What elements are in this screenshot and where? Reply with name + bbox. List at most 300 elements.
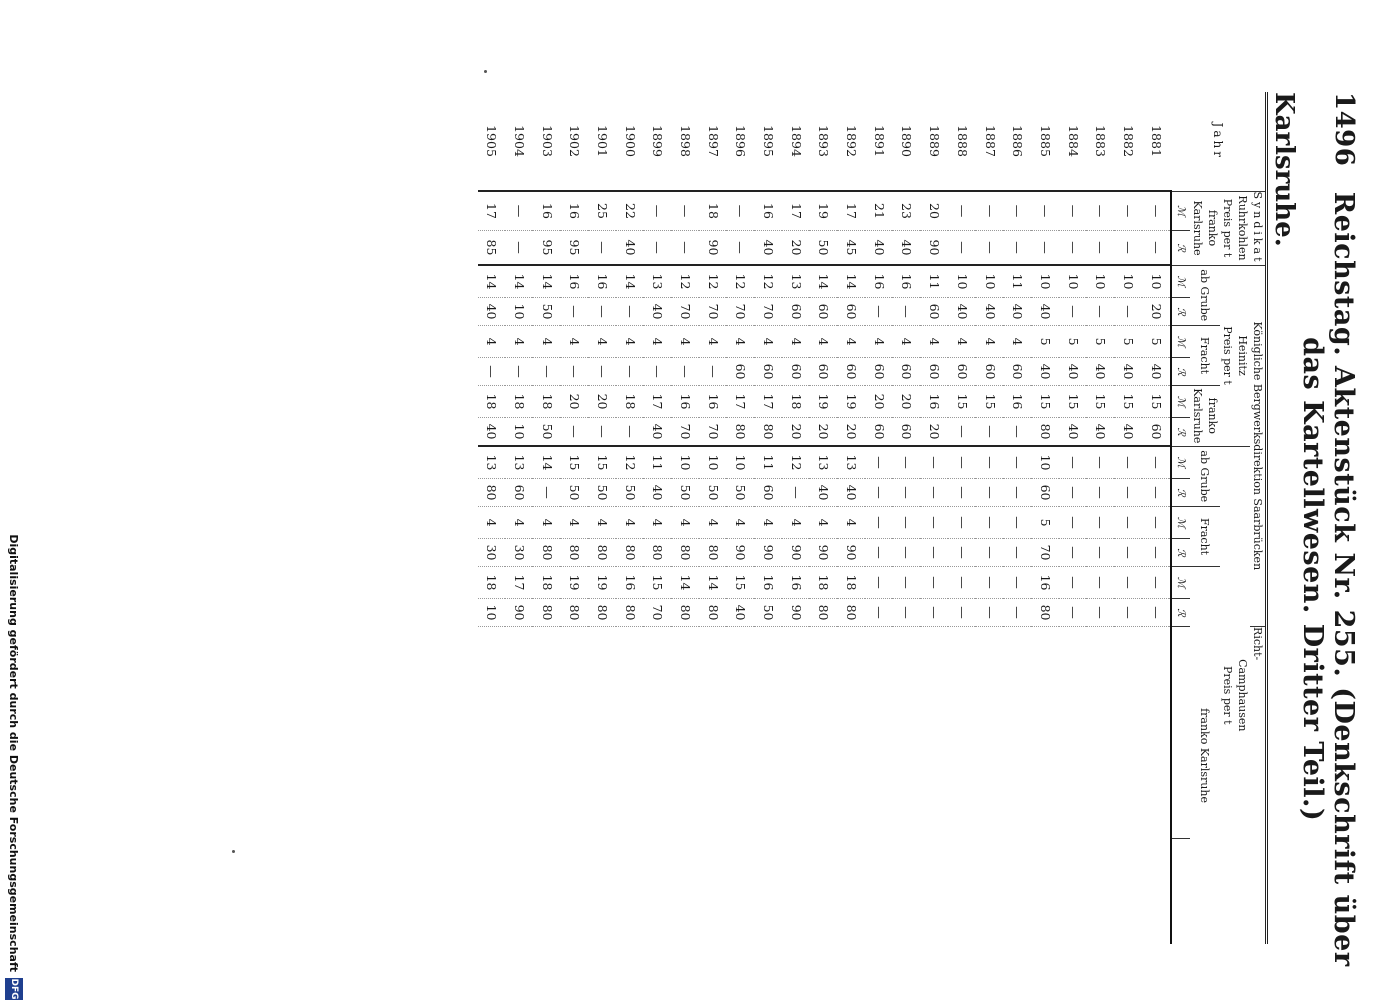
pfennig-cell: 70 xyxy=(1032,539,1060,567)
pfennig-cell: — xyxy=(1115,298,1143,326)
pfennig-cell: 60 xyxy=(838,298,866,326)
pfennig-cell: 90 xyxy=(782,539,810,567)
mark-cell: — xyxy=(949,191,977,230)
pfennig-cell: — xyxy=(506,230,534,265)
mark-cell: 13 xyxy=(478,446,506,479)
mark-cell: 16 xyxy=(893,265,921,298)
mark-cell: 14 xyxy=(838,265,866,298)
pfennig-cell: — xyxy=(1115,479,1143,507)
mark-cell: 17 xyxy=(506,567,534,599)
pfennig-cell: — xyxy=(921,539,949,567)
mark-cell: 17 xyxy=(644,386,672,418)
pfennig-cell: — xyxy=(865,599,893,627)
mark-cell: 4 xyxy=(921,326,949,358)
year-cell: 1895 xyxy=(761,125,777,157)
mark-cell: — xyxy=(1059,446,1087,479)
mark-cell: 17 xyxy=(755,386,783,418)
pfennig-cell: 80 xyxy=(533,539,561,567)
padding-cell xyxy=(755,627,783,944)
mark-cell: — xyxy=(1142,446,1171,479)
padding-cell xyxy=(838,627,866,944)
pfennig-cell: 40 xyxy=(727,599,755,627)
year-cell: 1885 xyxy=(1037,125,1053,157)
pfennig-cell: 40 xyxy=(1087,418,1115,447)
pfennig-cell: 50 xyxy=(810,230,838,265)
pfennig-cell: — xyxy=(1115,539,1143,567)
mark-cell: 4 xyxy=(755,326,783,358)
mark-cell: 16 xyxy=(755,567,783,599)
heinitz-ab-grube-header: ab Grube xyxy=(1190,265,1220,326)
padding-cell xyxy=(1032,627,1060,944)
price-table xyxy=(478,92,1268,944)
padding-cell xyxy=(478,627,506,944)
pfennig-cell: 60 xyxy=(893,418,921,447)
pfennig-cell: 60 xyxy=(1004,358,1032,386)
pfennig-cell: 80 xyxy=(699,599,727,627)
table-row xyxy=(1004,92,1032,944)
pfennig-cell: 50 xyxy=(589,479,617,507)
table-row xyxy=(478,92,506,944)
pfennig-cell: 60 xyxy=(782,358,810,386)
pfennig-cell: — xyxy=(672,358,700,386)
padding-cell xyxy=(810,627,838,944)
mark-cell: 15 xyxy=(1115,386,1143,418)
pfennig-cell: 80 xyxy=(616,599,644,627)
mark-cell: 11 xyxy=(921,265,949,298)
mark-cell: 15 xyxy=(1087,386,1115,418)
pfennig-unit-header: ℛ xyxy=(1171,230,1190,265)
mark-cell: — xyxy=(976,567,1004,599)
mark-cell: 17 xyxy=(782,191,810,230)
pfennig-cell: 80 xyxy=(810,599,838,627)
pfennig-cell: — xyxy=(1087,230,1115,265)
mark-cell: 15 xyxy=(727,567,755,599)
year-cell: 1892 xyxy=(844,125,860,157)
mark-cell: — xyxy=(1004,507,1032,539)
pfennig-cell: 90 xyxy=(699,230,727,265)
pfennig-cell: 10 xyxy=(478,599,506,627)
pfennig-cell: — xyxy=(561,298,589,326)
padding-cell xyxy=(949,627,977,944)
mark-cell: 19 xyxy=(810,386,838,418)
pfennig-cell: 45 xyxy=(838,230,866,265)
pfennig-cell: 90 xyxy=(755,539,783,567)
year-cell: 1894 xyxy=(788,125,804,157)
table-row xyxy=(616,92,644,944)
mark-cell: — xyxy=(865,507,893,539)
pfennig-cell: — xyxy=(616,298,644,326)
pfennig-cell: — xyxy=(1004,539,1032,567)
pfennig-cell: — xyxy=(1059,479,1087,507)
pfennig-cell: — xyxy=(949,479,977,507)
pfennig-cell: — xyxy=(589,230,617,265)
pfennig-cell: 90 xyxy=(810,539,838,567)
pfennig-cell: — xyxy=(976,230,1004,265)
syndikat-header: Syndikat xyxy=(1250,191,1267,265)
mark-cell: 16 xyxy=(699,386,727,418)
mark-cell: 4 xyxy=(589,326,617,358)
pfennig-cell: 80 xyxy=(727,418,755,447)
pfennig-cell: — xyxy=(976,599,1004,627)
mark-cell: 10 xyxy=(1087,265,1115,298)
scan-speck xyxy=(484,70,487,73)
mark-cell: 4 xyxy=(644,326,672,358)
table-row xyxy=(921,92,949,944)
year-cell: 1890 xyxy=(899,125,915,157)
pfennig-cell: 10 xyxy=(506,418,534,447)
pfennig-cell: — xyxy=(1142,479,1171,507)
mark-cell: 16 xyxy=(782,567,810,599)
mark-cell: 4 xyxy=(478,507,506,539)
mark-cell: 4 xyxy=(589,507,617,539)
mark-cell: 25 xyxy=(589,191,617,230)
heinitz-franko-header: franko Karlsruhe xyxy=(1190,386,1220,447)
pfennig-unit-header: ℛ xyxy=(1171,599,1190,627)
padding-cell xyxy=(1004,627,1032,944)
mark-cell: — xyxy=(727,191,755,230)
mark-cell: 16 xyxy=(1004,386,1032,418)
mark-cell: 4 xyxy=(478,326,506,358)
pfennig-cell: 60 xyxy=(921,298,949,326)
pfennig-cell: 95 xyxy=(533,230,561,265)
camphausen-franko-header: franko Karlsruhe xyxy=(1190,567,1220,944)
page-title: Reichstag. Aktenstück Nr. 255. (Denkschrift über das Kartellwesen. Dritter Teil.) xyxy=(1297,191,1359,967)
mark-cell: 4 xyxy=(810,507,838,539)
mark-cell: 18 xyxy=(810,567,838,599)
mark-cell: 10 xyxy=(1032,265,1060,298)
pfennig-cell: — xyxy=(865,298,893,326)
pfennig-cell: — xyxy=(1087,539,1115,567)
pfennig-cell: 80 xyxy=(644,539,672,567)
pfennig-cell: — xyxy=(893,298,921,326)
padding-cell xyxy=(644,627,672,944)
pfennig-cell: 90 xyxy=(838,539,866,567)
mark-cell: 10 xyxy=(727,446,755,479)
mark-cell: 18 xyxy=(478,386,506,418)
pfennig-cell: 40 xyxy=(1032,358,1060,386)
pfennig-cell: — xyxy=(727,230,755,265)
camphausen-sub: Preis per t xyxy=(1221,665,1234,725)
pfennig-cell: — xyxy=(699,358,727,386)
dfg-logo: DFG xyxy=(5,978,23,1000)
mark-cell: 17 xyxy=(478,191,506,230)
year-cell: 1887 xyxy=(982,125,998,157)
mark-cell: 14 xyxy=(616,265,644,298)
pfennig-cell: — xyxy=(782,479,810,507)
pfennig-cell: 80 xyxy=(699,539,727,567)
padding-cell xyxy=(506,627,534,944)
mark-cell: 13 xyxy=(644,265,672,298)
mark-unit-header: ℳ xyxy=(1171,191,1190,230)
pfennig-cell: 40 xyxy=(1032,298,1060,326)
footer-text: Digitalisierung gefördert durch die Deutsche Forschungsgemeinschaft xyxy=(7,534,21,972)
year-cell: 1888 xyxy=(954,125,970,157)
mark-cell: 13 xyxy=(810,446,838,479)
pfennig-cell: 60 xyxy=(976,358,1004,386)
mark-cell: 5 xyxy=(1032,507,1060,539)
mark-cell: 4 xyxy=(561,507,589,539)
scan-speck xyxy=(232,850,235,853)
mark-cell: 16 xyxy=(865,265,893,298)
mark-cell: 20 xyxy=(589,386,617,418)
padding-cell xyxy=(893,627,921,944)
padding-cell xyxy=(561,627,589,944)
mark-cell: 4 xyxy=(672,326,700,358)
mark-cell: — xyxy=(865,446,893,479)
mark-cell: 5 xyxy=(1142,326,1171,358)
mark-cell: 20 xyxy=(865,386,893,418)
table-row xyxy=(672,92,700,944)
pfennig-cell: 40 xyxy=(949,298,977,326)
mark-cell: 10 xyxy=(1115,265,1143,298)
mark-cell: 18 xyxy=(616,386,644,418)
mark-cell: 4 xyxy=(810,326,838,358)
pfennig-cell: — xyxy=(1087,479,1115,507)
pfennig-cell: 40 xyxy=(755,230,783,265)
mark-cell: — xyxy=(1115,507,1143,539)
camphausen-header xyxy=(1220,446,1250,944)
mark-cell: — xyxy=(1004,446,1032,479)
pfennig-cell: 80 xyxy=(838,599,866,627)
mark-cell: 4 xyxy=(865,326,893,358)
mark-cell: — xyxy=(1004,191,1032,230)
pfennig-cell: 60 xyxy=(1032,479,1060,507)
year-cell: 1889 xyxy=(927,125,943,157)
pfennig-cell: 70 xyxy=(699,298,727,326)
pfennig-cell: — xyxy=(1142,539,1171,567)
pfennig-cell: 30 xyxy=(478,539,506,567)
pfennig-cell: 80 xyxy=(616,539,644,567)
mark-cell: 18 xyxy=(533,567,561,599)
table-row xyxy=(893,92,921,944)
mark-unit-header: ℳ xyxy=(1171,386,1190,418)
pfennig-cell: — xyxy=(893,479,921,507)
padding-cell xyxy=(533,627,561,944)
mark-cell: — xyxy=(1142,567,1171,599)
mark-cell: — xyxy=(976,446,1004,479)
year-cell: 1905 xyxy=(484,125,500,157)
mark-cell: 19 xyxy=(810,191,838,230)
mark-cell: 15 xyxy=(1059,386,1087,418)
pfennig-cell: 60 xyxy=(838,358,866,386)
mark-cell: — xyxy=(1115,446,1143,479)
mark-cell: 10 xyxy=(1032,446,1060,479)
pfennig-cell: 60 xyxy=(810,358,838,386)
mark-cell: 19 xyxy=(561,567,589,599)
pfennig-cell: 40 xyxy=(865,230,893,265)
pfennig-cell: 40 xyxy=(478,298,506,326)
year-cell: 1898 xyxy=(677,125,693,157)
padding-cell xyxy=(672,627,700,944)
mark-cell: — xyxy=(1059,191,1087,230)
mark-cell: 4 xyxy=(616,507,644,539)
pfennig-cell: 80 xyxy=(561,599,589,627)
mark-cell: — xyxy=(893,446,921,479)
table-row xyxy=(561,92,589,944)
mark-cell: 15 xyxy=(561,446,589,479)
pfennig-cell: — xyxy=(1087,599,1115,627)
pfennig-cell: — xyxy=(533,358,561,386)
mark-cell: 14 xyxy=(533,446,561,479)
mark-cell: — xyxy=(1087,191,1115,230)
mark-cell: 4 xyxy=(506,326,534,358)
pfennig-cell: 40 xyxy=(1142,358,1171,386)
pfennig-cell: 20 xyxy=(782,230,810,265)
mark-unit-header: ℳ xyxy=(1171,326,1190,358)
mark-cell: 12 xyxy=(727,265,755,298)
mark-unit-header xyxy=(1171,627,1190,839)
mark-unit-header: ℳ xyxy=(1171,265,1190,298)
pfennig-unit-header: ℛ xyxy=(1171,298,1190,326)
padding-cell xyxy=(1059,627,1087,944)
pfennig-cell: 60 xyxy=(865,358,893,386)
mark-cell: 15 xyxy=(949,386,977,418)
pfennig-cell: — xyxy=(1004,479,1032,507)
pfennig-unit-header: ℛ xyxy=(1171,418,1190,447)
pfennig-cell: — xyxy=(921,479,949,507)
padding-cell xyxy=(1142,627,1171,944)
mark-cell: — xyxy=(949,567,977,599)
mark-cell: 4 xyxy=(838,507,866,539)
pfennig-cell: 60 xyxy=(949,358,977,386)
pfennig-cell: 95 xyxy=(561,230,589,265)
table-row xyxy=(838,92,866,944)
mark-cell: 4 xyxy=(561,326,589,358)
mark-cell: 4 xyxy=(727,326,755,358)
pfennig-cell: 40 xyxy=(644,298,672,326)
pfennig-cell: 85 xyxy=(478,230,506,265)
padding-cell xyxy=(865,627,893,944)
padding-cell xyxy=(782,627,810,944)
padding-cell xyxy=(1087,627,1115,944)
year-cell: 1901 xyxy=(594,125,610,157)
year-cell: 1903 xyxy=(539,125,555,157)
mark-cell: — xyxy=(921,567,949,599)
pfennig-cell: 20 xyxy=(810,418,838,447)
pfennig-cell: — xyxy=(672,230,700,265)
page-number: 1496 xyxy=(1329,92,1359,167)
mark-cell: 20 xyxy=(561,386,589,418)
pfennig-cell: 60 xyxy=(727,358,755,386)
mark-cell: — xyxy=(1087,446,1115,479)
mark-cell: — xyxy=(1115,191,1143,230)
mark-unit-header: ℳ xyxy=(1171,446,1190,479)
pfennig-cell: — xyxy=(589,418,617,447)
mark-cell: 4 xyxy=(1004,326,1032,358)
pfennig-cell: 80 xyxy=(589,539,617,567)
pfennig-cell: 50 xyxy=(561,479,589,507)
pfennig-unit-header: ℛ xyxy=(1171,358,1190,386)
year-cell: 1899 xyxy=(650,125,666,157)
pfennig-cell: 40 xyxy=(1115,358,1143,386)
year-cell: 1900 xyxy=(622,125,638,157)
pfennig-cell: — xyxy=(893,599,921,627)
year-cell: 1904 xyxy=(511,125,527,157)
pfennig-cell: — xyxy=(478,358,506,386)
pfennig-cell: — xyxy=(976,479,1004,507)
mark-cell: 18 xyxy=(699,191,727,230)
mark-cell: 18 xyxy=(838,567,866,599)
pfennig-cell: 50 xyxy=(533,418,561,447)
pfennig-cell: — xyxy=(893,539,921,567)
heinitz-fracht-header: Fracht xyxy=(1190,326,1220,386)
table-body xyxy=(478,92,1171,944)
pfennig-cell: — xyxy=(976,539,1004,567)
pfennig-cell: 40 xyxy=(810,479,838,507)
mark-cell: 18 xyxy=(782,386,810,418)
pfennig-cell: 60 xyxy=(921,358,949,386)
pfennig-cell: 20 xyxy=(838,418,866,447)
mark-cell: 5 xyxy=(1059,326,1087,358)
mark-cell: 12 xyxy=(755,265,783,298)
table-row xyxy=(1059,92,1087,944)
pfennig-cell: 40 xyxy=(1004,298,1032,326)
pfennig-cell: 80 xyxy=(672,599,700,627)
camphausen-label: Camphausen xyxy=(1236,659,1249,732)
pfennig-cell: — xyxy=(1059,230,1087,265)
pfennig-cell: 20 xyxy=(1142,298,1171,326)
mark-cell: — xyxy=(893,507,921,539)
pfennig-cell: — xyxy=(976,418,1004,447)
year-cell: 1882 xyxy=(1120,125,1136,157)
mark-cell: 18 xyxy=(533,386,561,418)
pfennig-cell: 80 xyxy=(533,599,561,627)
pfennig-cell: 50 xyxy=(533,298,561,326)
mark-cell: 15 xyxy=(589,446,617,479)
pfennig-cell: 50 xyxy=(727,479,755,507)
pfennig-cell: — xyxy=(1087,298,1115,326)
mark-cell: 22 xyxy=(616,191,644,230)
mark-cell: — xyxy=(1087,507,1115,539)
padding-cell xyxy=(921,627,949,944)
year-header: Jahr xyxy=(1171,92,1267,191)
year-cell: 1896 xyxy=(733,125,749,157)
pfennig-cell: — xyxy=(644,358,672,386)
mark-cell: 4 xyxy=(727,507,755,539)
page-header xyxy=(1297,92,1359,972)
pfennig-cell: — xyxy=(1004,230,1032,265)
mark-cell: 16 xyxy=(561,191,589,230)
mark-cell: — xyxy=(921,446,949,479)
mark-cell: 16 xyxy=(616,567,644,599)
mark-cell: — xyxy=(949,507,977,539)
pfennig-cell: 60 xyxy=(893,358,921,386)
pfennig-cell: — xyxy=(616,358,644,386)
table-row xyxy=(810,92,838,944)
mark-cell: 19 xyxy=(838,386,866,418)
mark-cell: 16 xyxy=(561,265,589,298)
pfennig-cell: 40 xyxy=(893,230,921,265)
pfennig-cell: 40 xyxy=(1115,418,1143,447)
pfennig-cell: 70 xyxy=(644,599,672,627)
pfennig-cell: 40 xyxy=(1087,358,1115,386)
mark-cell: 13 xyxy=(838,446,866,479)
mark-cell: 10 xyxy=(976,265,1004,298)
mark-cell: 23 xyxy=(893,191,921,230)
mark-cell: 10 xyxy=(672,446,700,479)
mark-cell: 16 xyxy=(589,265,617,298)
padding-cell xyxy=(727,627,755,944)
mark-cell: 4 xyxy=(893,326,921,358)
pfennig-cell: 60 xyxy=(755,358,783,386)
pfennig-cell: — xyxy=(1004,599,1032,627)
mark-cell: — xyxy=(949,446,977,479)
mark-cell: — xyxy=(506,191,534,230)
pfennig-cell: 80 xyxy=(589,599,617,627)
table-row xyxy=(1087,92,1115,944)
mark-cell: 10 xyxy=(1142,265,1171,298)
pfennig-cell: 70 xyxy=(727,298,755,326)
